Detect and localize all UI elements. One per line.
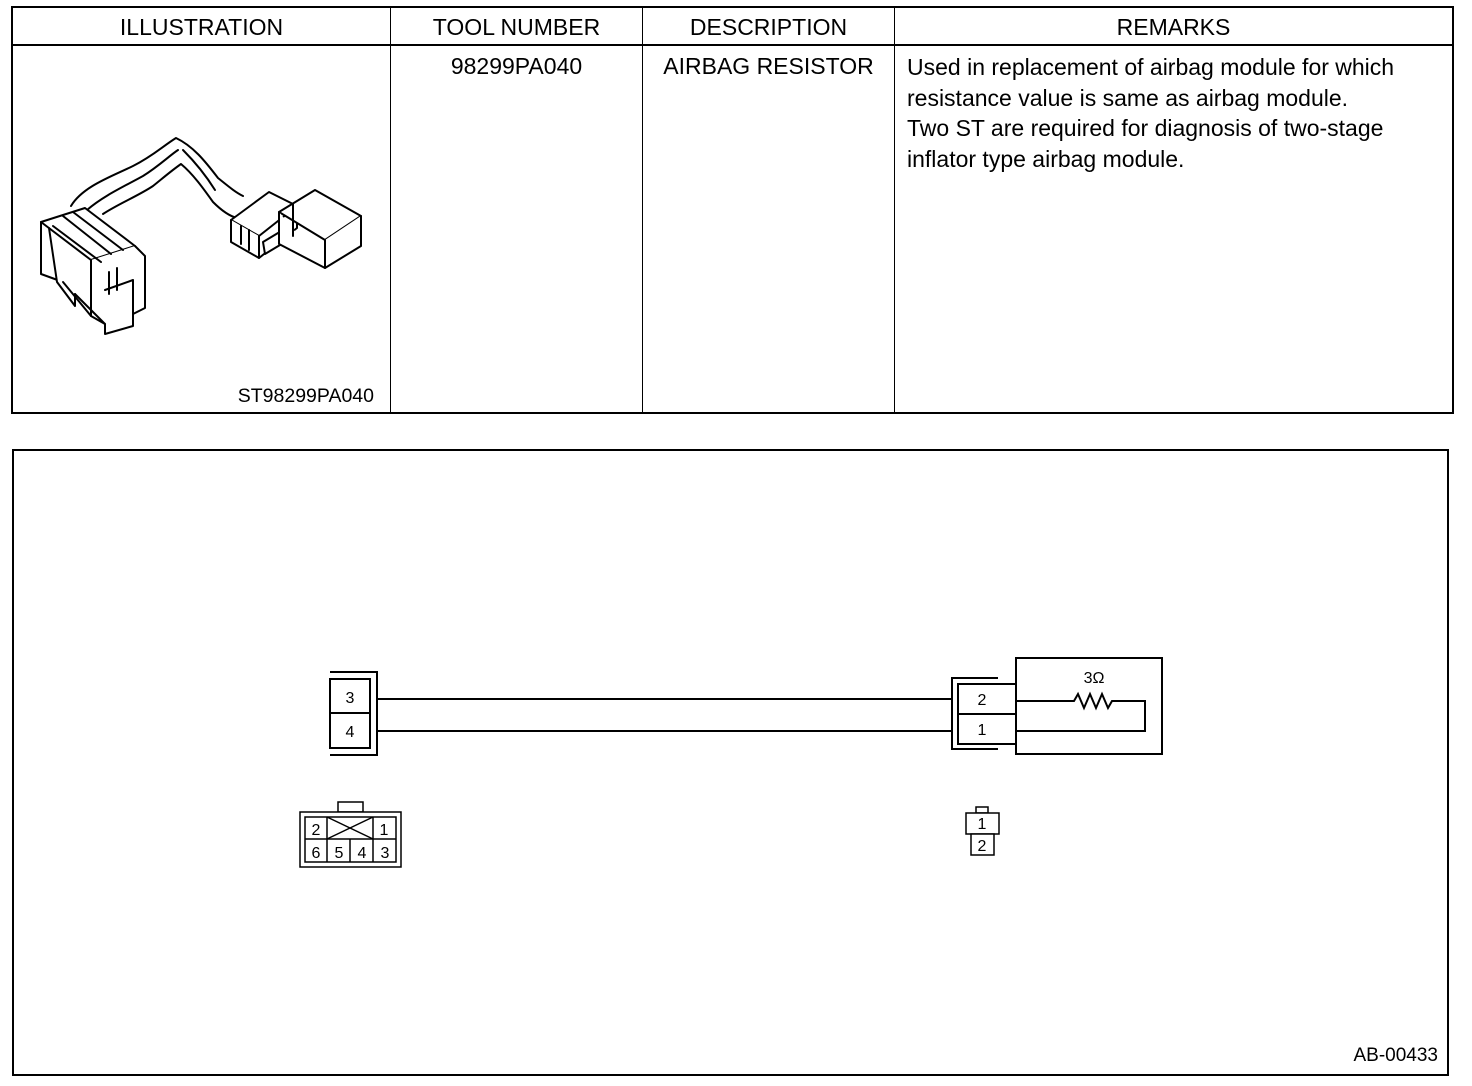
tool-number-value: 98299PA040 [450,53,583,79]
tool-number-column [391,8,643,412]
right-pin-top: 2 [977,692,987,709]
left-face-bottom-pin-1: 6 [311,845,321,862]
remarks-line-2: Two ST are required for diagnosis of two-stage inflator type airbag module. [907,115,1384,172]
left-pin-bottom: 4 [345,724,355,741]
header-description: DESCRIPTION [643,8,894,46]
right-face-pin-1: 1 [977,816,987,833]
left-face-bottom-pin-4: 3 [380,845,390,862]
header-remarks: REMARKS [895,8,1452,46]
resistor-value-label: 3Ω [1083,670,1105,687]
right-pin-bottom: 1 [977,722,987,739]
illustration-caption: ST98299PA040 [237,385,374,407]
tool-table [11,6,1454,414]
left-pin-top: 3 [345,690,355,707]
wiring-diagram-drawing [14,451,1447,1074]
left-face-bottom-pin-2: 5 [334,845,344,862]
figure-id: AB-00433 [1353,1045,1438,1066]
left-face-bottom-pin-3: 4 [357,845,367,862]
header-illustration: ILLUSTRATION [13,8,390,46]
right-face-pin-2: 2 [977,838,987,855]
harness-illustration [13,46,390,412]
remarks-column [895,8,1452,412]
description-value: AIRBAG RESISTOR [663,53,874,79]
description-column [643,8,895,412]
harness-drawing [13,46,389,414]
remarks-text [907,52,1442,174]
wiring-diagram [12,449,1449,1076]
left-face-top-pin-2: 1 [379,822,389,839]
left-face-top-pin-1: 2 [311,822,321,839]
remarks-line-1: Used in replacement of airbag module for which resistance value is same as airbag module. [907,54,1395,111]
illustration-column [13,8,391,412]
left-connector [330,672,377,755]
header-tool-number: TOOL NUMBER [391,8,642,46]
